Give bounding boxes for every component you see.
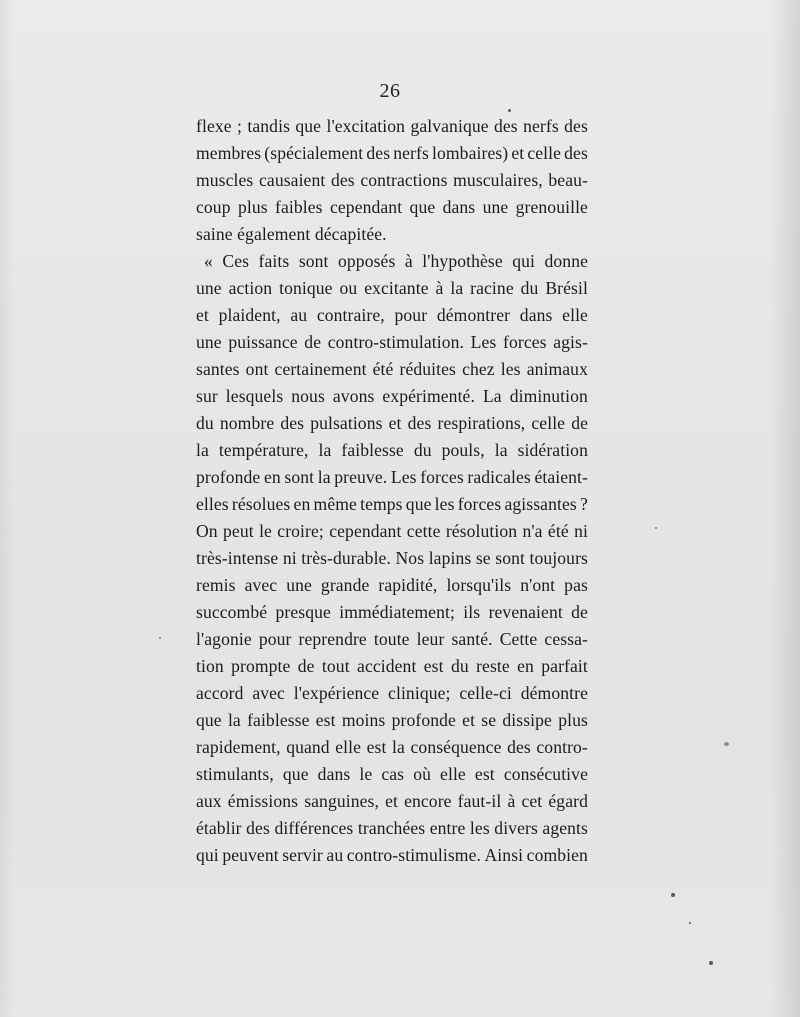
text-line: aux émissions sanguines, et encore faut-il à cet égard <box>196 791 588 811</box>
text-line: l'agonie pour reprendre toute leur santé. Cette cessa- <box>196 629 588 649</box>
text-line: établir des différences tranchées entre les divers agents <box>196 818 588 838</box>
paper-speck <box>655 527 657 529</box>
text-line: elles résolues en même temps que les forces agissantes ? <box>196 494 588 514</box>
text-line: tion prompte de tout accident est du reste en parfait <box>196 656 588 676</box>
text-line: rapidement, quand elle est la conséquence des contro- <box>196 737 588 757</box>
text-line: qui peuvent servir au contro-stimulisme. Ainsi combien <box>196 845 588 865</box>
paper-speck <box>508 109 511 112</box>
text-line: du nombre des pulsations et des respirations, celle de <box>196 413 588 433</box>
paper-speck <box>671 893 675 897</box>
text-line: muscles causaient des contractions musculaires, beau- <box>196 170 588 190</box>
text-line: coup plus faibles cependant que dans une grenouille <box>196 197 588 217</box>
text-line: santes ont certainement été réduites chez les animaux <box>196 359 588 379</box>
text-line: accord avec l'expérience clinique; celle-ci démontre <box>196 683 588 703</box>
text-line: une puissance de contro-stimulation. Les forces agis- <box>196 332 588 352</box>
body-text <box>196 113 588 869</box>
paper-speck <box>724 742 729 746</box>
page-number: 26 <box>379 80 401 102</box>
text-line: remis avec une grande rapidité, lorsqu'ils n'ont pas <box>196 575 588 595</box>
text-line: succombé presque immédiatement; ils revenaient de <box>196 602 588 622</box>
text-line: que la faiblesse est moins profonde et se dissipe plus <box>196 710 588 730</box>
text-line: On peut le croire; cependant cette résolution n'a été ni <box>196 521 588 541</box>
text-line: la température, la faiblesse du pouls, la sidération <box>196 440 588 460</box>
text-line: une action tonique ou excitante à la racine du Brésil <box>196 278 588 298</box>
text-line: profonde en sont la preuve. Les forces radicales étaient- <box>196 467 588 487</box>
text-line: membres (spécialement des nerfs lombaires) et celle des <box>196 143 588 163</box>
text-line: saine également décapitée. <box>196 224 387 244</box>
left-margin-shadow <box>0 0 14 1017</box>
text-line: et plaident, au contraire, pour démontrer dans elle <box>196 305 588 325</box>
paper-speck <box>709 961 713 965</box>
text-line: sur lesquels nous avons expérimenté. La diminution <box>196 386 588 406</box>
paper-speck <box>689 922 691 924</box>
text-line: stimulants, que dans le cas où elle est consécutive <box>196 764 588 784</box>
text-line: « Ces faits sont opposés à l'hypothèse qui donne <box>204 251 588 271</box>
right-margin-shadow <box>770 0 800 1017</box>
text-line: flexe ; tandis que l'excitation galvanique des nerfs des <box>196 116 588 136</box>
paper-speck <box>159 637 161 639</box>
text-line: très-intense ni très-durable. Nos lapins se sont toujours <box>196 548 588 568</box>
